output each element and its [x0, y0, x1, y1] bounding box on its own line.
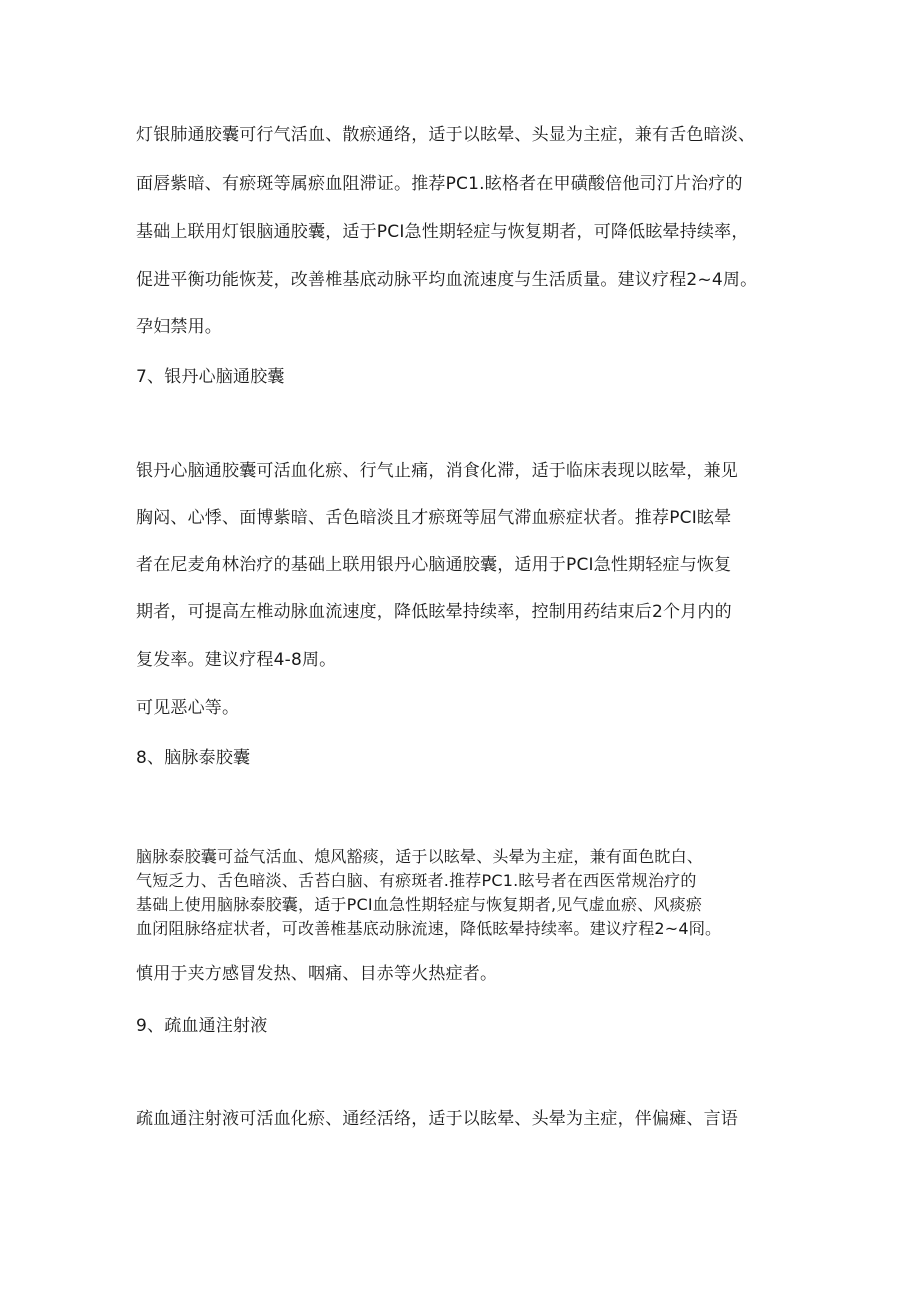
- section-8-line-3: 基础上使用脑脉泰胶囊，适于PCI血急性期轻症与恢复期者,见气虚血瘀、风痰瘀: [136, 895, 703, 914]
- intro-line-2: 面唇紫暗、有瘀斑等属瘀血阻滞证。推荐PC1.眩格者在甲磺酸倍他司汀片治疗的: [136, 174, 743, 194]
- section-7-line-2: 胸闷、心悸、面博紫暗、舌色暗淡且才瘀斑等屈气滞血瘀症状者。推荐PCI眩晕: [136, 508, 732, 528]
- intro-line-1: 灯银肺通胶囊可行气活血、散瘀通络，适于以眩晕、头显为主症，兼有舌色暗淡、: [136, 125, 756, 145]
- intro-line-5: 孕妇禁用。: [136, 317, 222, 337]
- section-7-line-4: 期者，可提高左椎动脉血流速度，降低眩晕持续率，控制用药结束后2个月内的: [136, 602, 732, 622]
- section-8-line-2: 气短乏力、舌色暗淡、舌苔白脑、有瘀斑者.推荐PC1.眩号者在西医常规治疗的: [136, 871, 697, 890]
- section-7-line-1: 银丹心脑通胶囊可活血化瘀、行气止痛，消食化滞，适于临床表现以眩晕，兼见: [136, 461, 738, 481]
- section-7-line-5: 复发率。建议疗程4-8周。: [136, 650, 337, 670]
- section-8-line-4: 血闭阻脉络症状者，可改善椎基底动脉流速，降低眩晕持续率。建议疗程2~4冏。: [136, 919, 722, 938]
- section-7-line-3: 者在尼麦角林治疗的基础上联用银丹心脑通胶囊，适用于PCI急性期轻症与恢复: [136, 555, 732, 575]
- section-8-heading: 8、脑脉泰胶囊: [136, 748, 251, 768]
- section-9-line-1: 疏血通注射液可活血化瘀、通经活络，适于以眩晕、头晕为主症，伴偏瘫、言语: [136, 1109, 738, 1129]
- intro-line-4: 促进平衡功能恢茇，改善椎基底动脉平均血流速度与生活质量。建议疗程2~4周。: [136, 270, 758, 290]
- section-7-line-6: 可见恶心等。: [136, 698, 240, 718]
- section-7-heading: 7、银丹心脑通胶囊: [136, 367, 285, 387]
- section-9-heading: 9、疏血通注射液: [136, 1016, 268, 1036]
- section-8-line-1: 脑脉泰胶囊可益气活血、熄风豁痰，适于以眩晕、头晕为主症，兼有面色眈白、: [136, 847, 704, 866]
- section-8-line-5: 慎用于夹方感冒发热、咽痛、目赤等火热症者。: [136, 964, 498, 984]
- intro-line-3: 基础上联用灯银脑通胶囊，适于PCI急性期轻症与恢复期者，可降低眩晕持续率，: [136, 222, 749, 242]
